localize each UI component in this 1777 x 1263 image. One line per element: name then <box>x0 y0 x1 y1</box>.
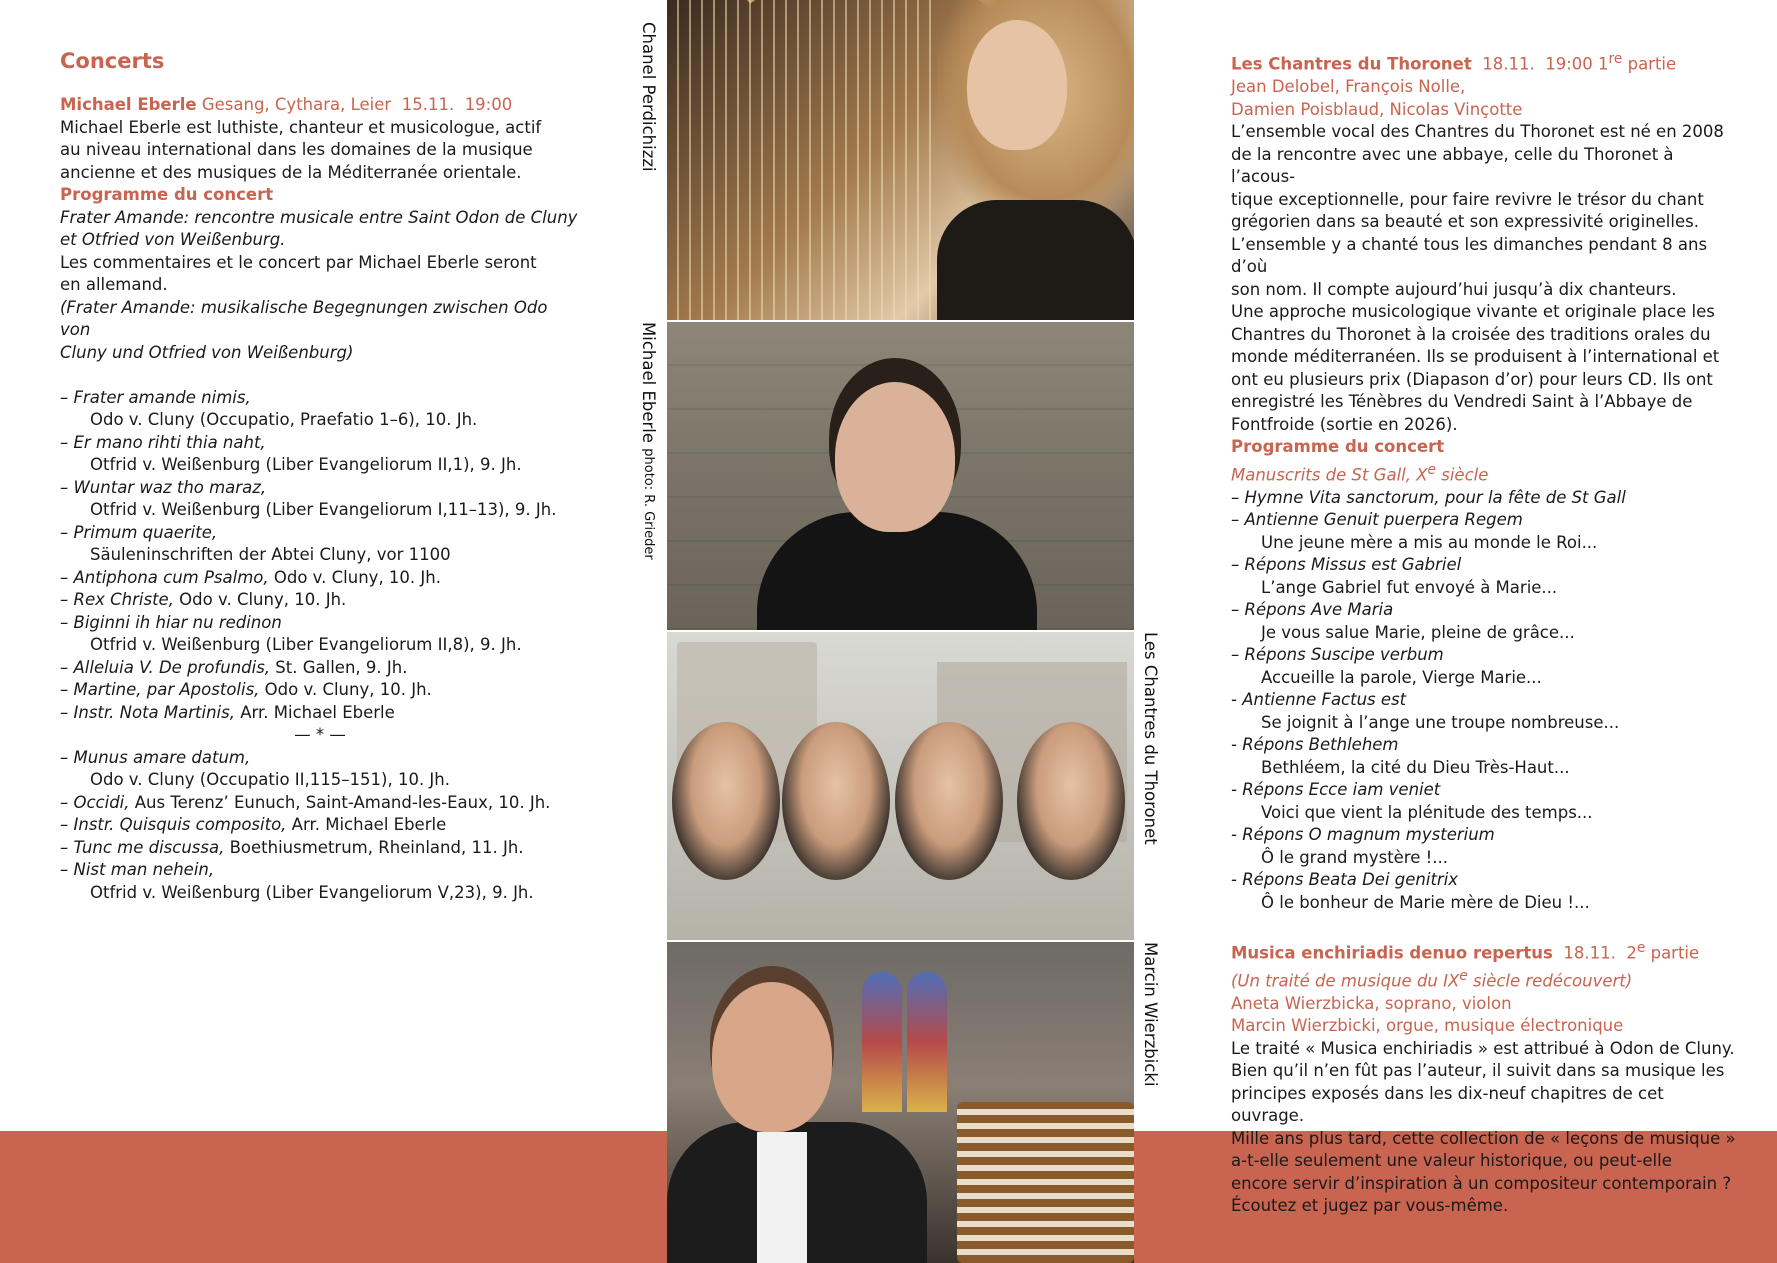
part-word: partie <box>1627 54 1677 74</box>
photo-caption-1: Chanel Perdichizzi <box>639 22 658 172</box>
list-item: - Répons Bethlehem Bethléem, la cité du Dieu Très-Haut... <box>1231 735 1570 777</box>
list-item: – Antienne Genuit puerpera Regem Une jeune mère a mis au monde le Roi... <box>1231 510 1598 552</box>
bio-line: enregistré les Ténèbres du Vendredi Saint à l’Abbaye de <box>1231 392 1693 411</box>
separator: — * — <box>294 725 346 744</box>
bio-line: grégorien dans sa beauté et son expressivité originelles. <box>1231 212 1699 231</box>
eberle-heading <box>60 94 580 117</box>
instruments: Gesang, Cythara, Leier <box>201 95 392 114</box>
bio-line: a-t-elle seulement une valeur historique, ou peut-elle <box>1231 1151 1672 1170</box>
part-word: partie <box>1650 943 1700 962</box>
bio-line: Chantres du Thoronet à la croisée des traditions orales du <box>1231 324 1711 344</box>
performers-line: Damien Poisblaud, Nicolas Vinçotte <box>1231 99 1523 119</box>
list-item: – Instr. Quisquis composito, Arr. Michael Eberle <box>60 815 447 834</box>
concert-date: 18.11. <box>1482 54 1535 74</box>
programme-label: Programme du concert <box>1231 437 1445 456</box>
bio-line: ancienne et des musiques de la Méditerranée orientale. <box>60 162 522 182</box>
list-item: – Antiphona cum Psalmo, Odo v. Cluny, 10. Jh. <box>60 567 441 587</box>
performer-name: Michael Eberle <box>60 95 197 114</box>
musica-subtitle: (Un traité de musique du IXe siècle redécouvert) <box>1231 967 1633 990</box>
section-title: Concerts <box>60 49 165 73</box>
list-item: - Antienne Factus est Se joignit à l’ange une troupe nombreuse... <box>1231 690 1620 732</box>
ensemble-name: Musica enchiriadis denuo repertus <box>1231 943 1553 962</box>
bio-line: au niveau international dans les domaines de la musique <box>60 140 533 159</box>
list-item: - Répons Beata Dei genitrix Ô le bonheur de Marie mère de Dieu !... <box>1231 870 1590 912</box>
list-item: – Rex Christe, Odo v. Cluny, 10. Jh. <box>60 590 347 609</box>
bio-line: Bien qu’il n’en fût pas l’auteur, il suivit dans sa musique les <box>1231 1061 1725 1080</box>
left-column <box>60 48 580 904</box>
photo-caption-4: Marcin Wierzbicki <box>1141 942 1160 1087</box>
performers-line: Jean Delobel, François Nolle, <box>1231 77 1466 96</box>
programme-title-line: et Otfried von Weißenburg. <box>60 230 286 249</box>
photo-caption-3: Les Chantres du Thoronet <box>1141 632 1160 845</box>
list-item: – Martine, par Apostolis, Odo v. Cluny, 10. Jh. <box>60 680 432 699</box>
list-item: - Répons O magnum mysterium Ô le grand mystère !... <box>1231 825 1495 867</box>
list-item: – Frater amande nimis, Odo v. Cluny (Occupatio, Praefatio 1–6), 10. Jh. <box>60 387 478 429</box>
photo-credit: photo: R. Grieder <box>641 448 656 560</box>
concert-date: 18.11. <box>1563 943 1616 962</box>
list-item: – Alleluia V. De profundis, St. Gallen, 9. Jh. <box>60 657 408 677</box>
list-item: – Répons Suscipe verbum Accueille la parole, Vierge Marie... <box>1231 645 1542 687</box>
list-item: – Répons Ave Maria Je vous salue Marie, pleine de grâce... <box>1231 600 1575 642</box>
bio-line: encore servir d’inspiration à un compositeur contemporain ? <box>1231 1173 1732 1193</box>
concert-time: 19:00 <box>464 95 513 114</box>
bio-line: tique exceptionnelle, pour faire revivre le trésor du chant <box>1231 189 1704 209</box>
portrait-oval <box>672 722 780 880</box>
bio-line: Le traité « Musica enchiriadis » est attribué à Odon de Cluny. <box>1231 1038 1735 1058</box>
comment-line: en allemand. <box>60 275 168 294</box>
programme-label: Programme du concert <box>60 185 274 204</box>
photo-marcin-wierzbicki <box>667 942 1134 1263</box>
programme-title-line: Frater Amande: rencontre musicale entre Saint Odon de Cluny <box>60 207 578 227</box>
bio-line: Michael Eberle est luthiste, chanteur et musicologue, actif <box>60 117 542 137</box>
programme-list <box>60 387 580 905</box>
performers-line: Aneta Wierzbicka, soprano, violon <box>1231 993 1512 1013</box>
list-item: – Munus amare datum, Odo v. Cluny (Occupatio II,115–151), 10. Jh. <box>60 747 451 789</box>
bio-line: principes exposés dans les dix-neuf chapitres de cet ouvrage. <box>1231 1083 1664 1125</box>
list-item: – Répons Missus est Gabriel L’ange Gabriel fut envoyé à Marie... <box>1231 555 1558 597</box>
list-item: – Primum quaerite, Säuleninschriften der Abtei Cluny, vor 1100 <box>60 522 451 564</box>
list-item: – Hymne Vita sanctorum, pour la fête de St Gall <box>1231 487 1626 507</box>
portrait-oval <box>1017 722 1125 880</box>
programme-list <box>1231 487 1741 915</box>
bio-line: son nom. Il compte aujourd’hui jusqu’à dix chanteurs. <box>1231 279 1677 299</box>
list-item: – Biginni ih hiar nu redinon Otfrid v. Weißenburg (Liber Evangeliorum II,8), 9. Jh. <box>60 612 522 654</box>
chantres-heading: Les Chantres du Thoronet 18.11. 19:00 1re partie <box>1231 51 1677 74</box>
programme-subtitle: Manuscrits de St Gall, Xe siècle <box>1231 461 1489 484</box>
list-item: – Wuntar waz tho maraz, Otfrid v. Weißenburg (Liber Evangeliorum I,11–13), 9. Jh. <box>60 477 557 519</box>
list-item: – Occidi, Aus Terenz’ Eunuch, Saint-Amand-les-Eaux, 10. Jh. <box>60 792 551 812</box>
bio-line: Fontfroide (sortie en 2026). <box>1231 414 1458 434</box>
photo-strip <box>667 0 1134 1263</box>
photo-michael-eberle <box>667 322 1134 630</box>
bio-line: ont eu plusieurs prix (Diapason d’or) pour leurs CD. Ils ont <box>1231 369 1713 389</box>
portrait-oval <box>895 722 1003 880</box>
performers-line: Marcin Wierzbicki, orgue, musique électronique <box>1231 1016 1624 1035</box>
bio-line: de la rencontre avec une abbaye, celle du Thoronet à l’acous- <box>1231 144 1674 186</box>
photo-caption-2: Michael Eberle photo: R. Grieder <box>639 322 658 560</box>
bio-line: Mille ans plus tard, cette collection de « leçons de musique » <box>1231 1128 1736 1148</box>
musica-heading: Musica enchiriadis denuo repertus 18.11. 2e partie <box>1231 939 1700 962</box>
organ-console <box>957 1102 1134 1263</box>
list-item: – Tunc me discussa, Boethiusmetrum, Rheinland, 11. Jh. <box>60 837 524 857</box>
list-item: – Instr. Nota Martinis, Arr. Michael Eberle <box>60 702 395 722</box>
german-title-line: Cluny und Otfried von Weißenburg) <box>60 342 354 362</box>
bio-line: monde méditerranéen. Ils se produisent à l’international et <box>1231 347 1720 366</box>
right-column <box>1231 48 1741 1218</box>
comment-line: Les commentaires et le concert par Michael Eberle seront <box>60 252 537 272</box>
bio-line: L’ensemble vocal des Chantres du Thoronet est né en 2008 <box>1231 122 1724 141</box>
portrait-oval <box>782 722 890 880</box>
concert-date: 15.11. <box>401 95 455 114</box>
concert-time: 19:00 <box>1545 54 1593 74</box>
bio-line: L’ensemble y a chanté tous les dimanches pendant 8 ans d’où <box>1231 234 1708 276</box>
german-title-line: (Frater Amande: musikalische Begegnungen zwischen Odo von <box>60 297 548 339</box>
list-item: - Répons Ecce iam veniet Voici que vient la plénitude des temps... <box>1231 780 1593 822</box>
list-item: – Er mano rihti thia naht, Otfrid v. Weißenburg (Liber Evangeliorum II,1), 9. Jh. <box>60 432 522 474</box>
list-item: – Nist man nehein, Otfrid v. Weißenburg (Liber Evangeliorum V,23), 9. Jh. <box>60 860 534 902</box>
photo-chantres <box>667 632 1134 940</box>
photo-harpist <box>667 0 1134 320</box>
bio-line: Une approche musicologique vivante et originale place les <box>1231 302 1715 321</box>
bio-line: Écoutez et jugez par vous-même. <box>1231 1196 1509 1215</box>
ensemble-name: Les Chantres du Thoronet <box>1231 54 1472 74</box>
